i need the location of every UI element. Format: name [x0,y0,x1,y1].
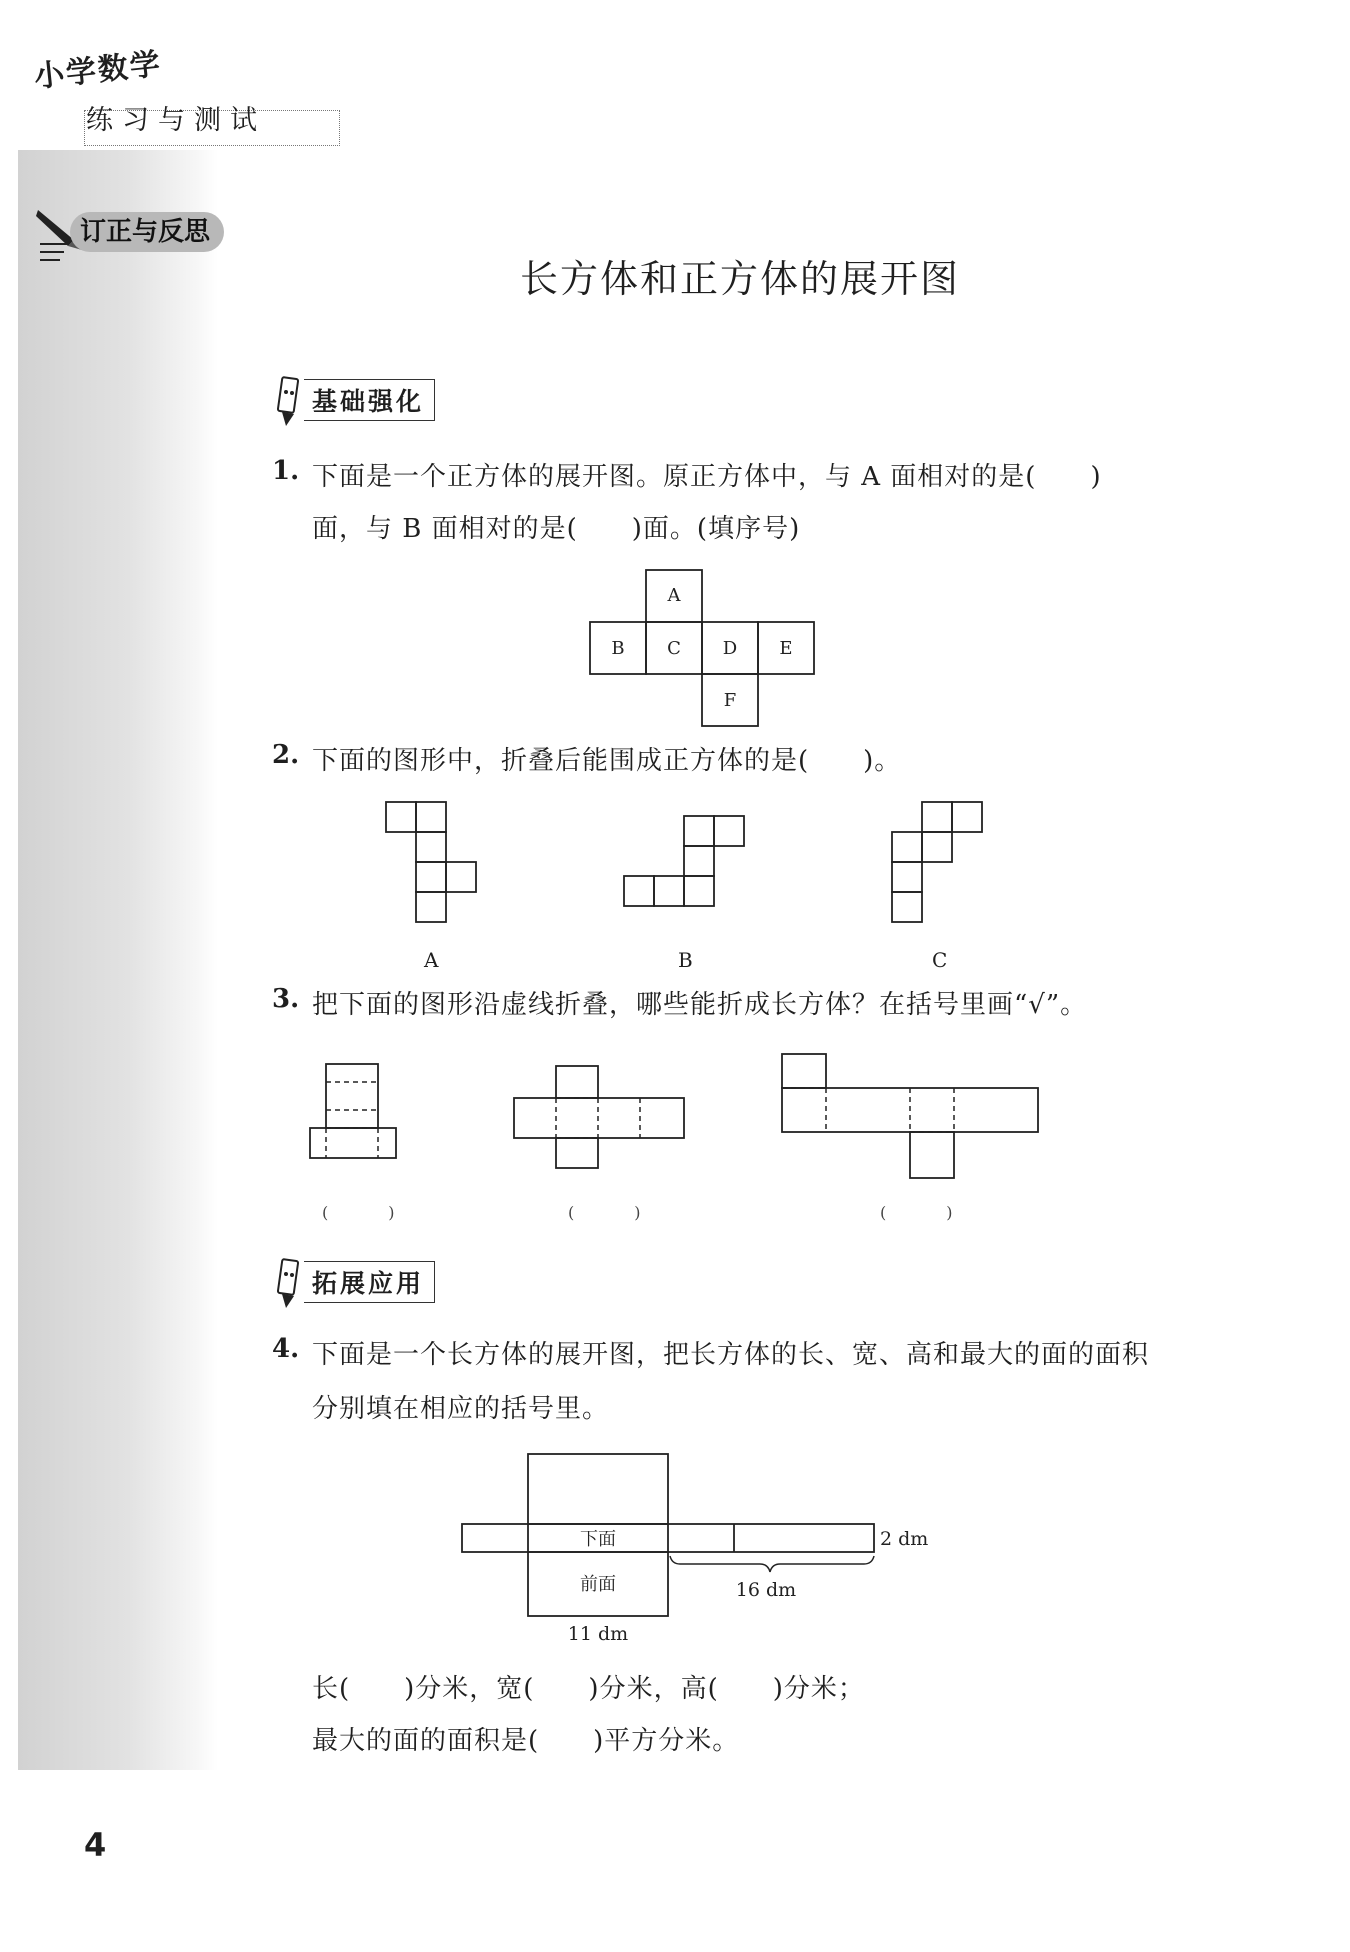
q4-cuboid-net [460,1452,940,1648]
q2-net-b [622,814,752,914]
q2-text: 下面的图形中，折叠后能围成正方体的是( )。 [312,746,902,776]
pencil-icon [272,372,306,428]
section-basic-label: 基础强化 [304,379,435,421]
q3-blank-3[interactable]: ( ) [880,1203,975,1222]
q4-line2: 分别填在相应的括号里。 [312,1394,610,1424]
page-number: 4 [84,1826,107,1864]
q3-net-1 [308,1062,402,1160]
q2-net-c [890,800,1000,926]
section-basic [272,380,435,420]
q2-option-c: C [932,948,948,972]
q4-answer-line2[interactable]: 最大的面的面积是( )平方分米。 [312,1726,740,1756]
margin-sidebar [18,150,218,1770]
q1-number: 1. [272,456,300,486]
q3-text: 把下面的图形沿虚线折叠，哪些能折成长方体？在括号里画“√”。 [312,990,1088,1020]
q4-face-front: 前面 [580,1574,616,1595]
q1-cube-net [590,568,820,728]
q4-answer-line1[interactable]: 长( )分米，宽( )分米，高( )分米； [312,1674,865,1704]
q4-line1: 下面是一个长方体的展开图，把长方体的长、宽、高和最大的面的面积 [312,1340,1150,1370]
pencil-icon [272,1254,306,1310]
q4-dim-length: 16 dm [735,1579,797,1601]
q1-line2: 面，与 B 面相对的是( )面。(填序号) [312,514,801,544]
q1-line1: 下面是一个正方体的展开图。原正方体中，与 A 面相对的是( ) [312,462,1102,492]
q1-face-b: B [611,638,625,659]
q3-blank-1[interactable]: ( ) [322,1203,417,1222]
q1-face-d: D [722,638,738,659]
q2-number: 2. [272,740,300,770]
q4-face-bottom: 下面 [580,1529,616,1550]
header-subtitle: 练习与测试 [86,105,266,136]
q1-face-a: A [667,585,681,606]
page-title: 长方体和正方体的展开图 [519,257,960,301]
q2-net-a [384,800,484,926]
section-extended [272,1262,435,1302]
q3-net-2 [512,1064,688,1170]
q3-net-3 [780,1052,1040,1182]
q2-option-b: B [678,948,693,972]
q1-face-c: C [667,638,681,659]
q3-blank-2[interactable]: ( ) [568,1203,663,1222]
q1-face-f: F [723,690,737,711]
q1-face-e: E [779,638,793,659]
header-brand: 小学数学 [32,46,164,95]
correction-badge: 订正与反思 [70,212,224,252]
q4-dim-width: 11 dm [567,1623,629,1645]
q4-dim-height: 2 dm [880,1528,929,1550]
q2-option-a: A [424,948,439,972]
q4-number: 4. [272,1334,300,1364]
q3-number: 3. [272,984,300,1014]
section-extended-label: 拓展应用 [304,1261,435,1303]
